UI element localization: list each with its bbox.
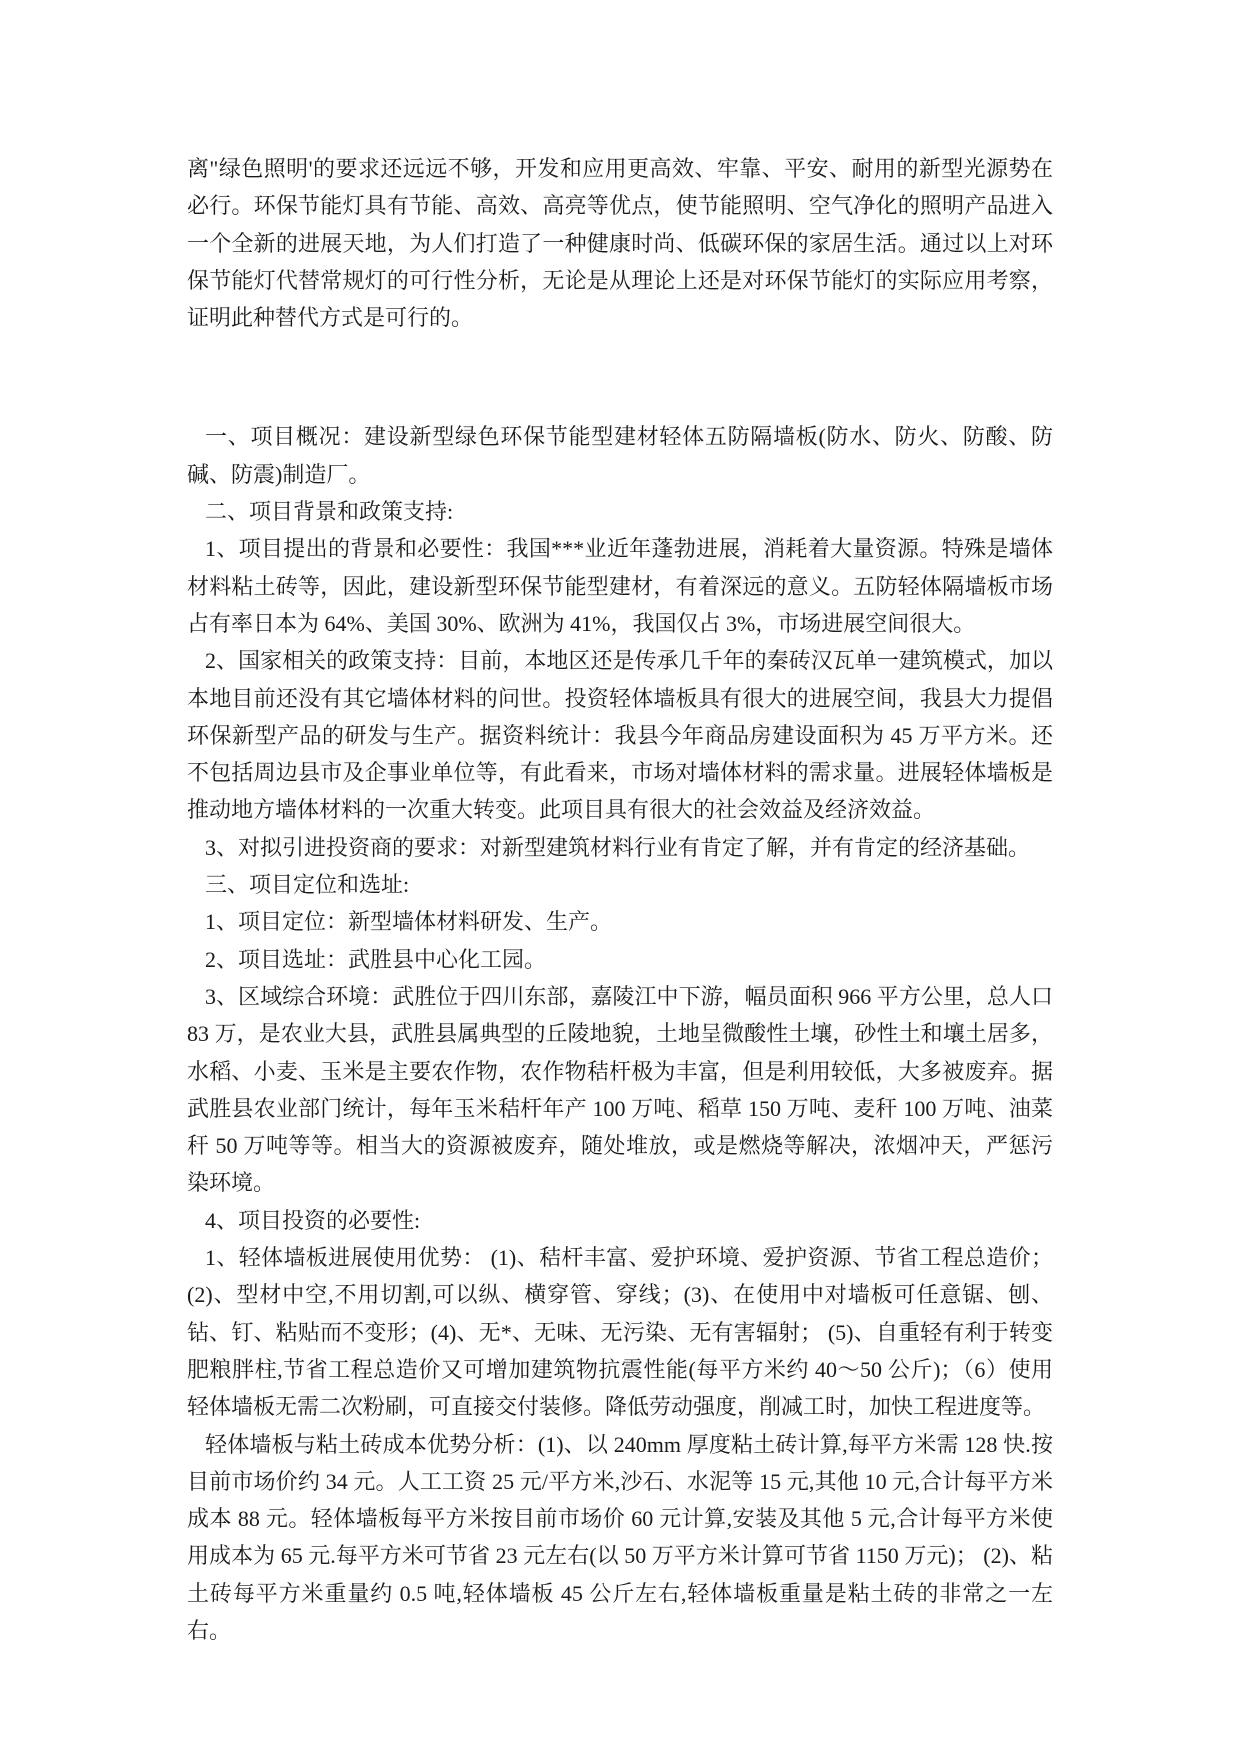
paragraph-section-2-heading: 二、项目背景和政策支持:	[205, 499, 454, 525]
paragraph-project-positioning: 1、项目定位：新型墙体材料研发、生产。	[205, 909, 613, 935]
paragraph-background-necessity: 1、项目提出的背景和必要性：我国***业近年蓬勃进展，消耗着大量资源。特殊是墙体材料粘土砖等，因此，建设新型环保节能型建材，有着深远的意义。五防轻体隔墙板市场占有率日本为 64%、美国 30%、欧洲为 41%，我国仅占 3%，市场进展空间很大。	[187, 536, 1053, 636]
paragraph-policy-support: 2、国家相关的政策支持：目前，本地区还是传承几千年的秦砖汉瓦单一建筑模式，加以本地目前还没有其它墙体材料的问世。投资轻体墙板具有很大的进展空间，我县大力提倡环保新型产品的研发与生产。据资料统计：我县今年商品房建设面积为 45 万平方米。还不包括周边县市及企事业单位等，有此看来，市场对墙体材料的需求量。进展轻体墙板是推动地方墙体材料的一次重大转变。此项目具有很大的社会效益及经济效益。	[187, 648, 1053, 823]
document-page	[187, 150, 1053, 1649]
paragraph-regional-environment: 3、区域综合环境：武胜位于四川东部，嘉陵江中下游，幅员面积 966 平方公里，总人口 83 万，是农业大县，武胜县属典型的丘陵地貌，土地呈微酸性土壤，砂性土和壤土居多，水稻、小麦、玉米是主要农作物，农作物秸杆极为丰富，但是利用较低，大多被废弃。据武胜县农业部门统计，每年玉米秸杆年产 100 万吨、稻草 150 万吨、麦秆 100 万吨、油菜秆 50 万吨等等。相当大的资源被废弃，随处堆放，或是燃烧等解决，浓烟冲天，严惩污染环境。	[187, 983, 1053, 1196]
blank-space	[187, 336, 1053, 418]
paragraph-section-1-overview: 一、项目概况：建设新型绿色环保节能型建材轻体五防隔墙板(防水、防火、防酸、防碱、防震)制造厂。	[187, 424, 1053, 487]
paragraph-investor-requirements: 3、对拟引进投资商的要求：对新型建筑材料行业有肯定了解，并有肯定的经济基础。	[205, 834, 1031, 860]
paragraph-intro-conclusion: 离"绿色照明'的要求还远远不够，开发和应用更高效、牢靠、平安、耐用的新型光源势在必行。环保节能灯具有节能、高效、高亮等优点，使节能照明、空气净化的照明产品进入一个全新的进展天地，为人们打造了一种健康时尚、低碳环保的家居生活。通过以上对环保节能灯代替常规灯的可行性分析，无论是从理论上还是对环保节能灯的实际应用考察，证明此种替代方式是可行的。	[187, 156, 1053, 331]
paragraph-wallboard-advantages: 1、轻体墙板进展使用优势： (1)、秸杆丰富、爱护环境、爱护资源、节省工程总造价；(2)、型材中空,不用切割,可以纵、横穿管、穿线；(3)、在使用中对墙板可任意锯、刨、钻、钉、粘贴而不变形；(4)、无*、无味、无污染、无有害辐射； (5)、自重轻有利于转变肥粮胖柱,节省工程总造价又可增加建筑物抗震性能(每平方米约 40～50 公斤)；（6）使用轻体墙板无需二次粉刷，可直接交付装修。降低劳动强度，削减工时，加快工程进度等。	[187, 1245, 1053, 1420]
paragraph-cost-analysis: 轻体墙板与粘土砖成本优势分析：(1)、以 240mm 厚度粘土砖计算,每平方米需 128 快.按目前市场价约 34 元。人工工资 25 元/平方米,沙石、水泥等 15 元,其他 10 元,合计每平方米成本 88 元。轻体墙板每平方米按目前市场价 60 元计算,安装及其他 5 元,合计每平方米使用成本为 65 元.每平方米可节省 23 元左右(以 50 万平方米计算可节省 1150 万元)； (2)、粘土砖每平方米重量约 0.5 吨,轻体墙板 45 公斤左右,轻体墙板重量是粘土砖的非常之一左右。	[187, 1431, 1053, 1643]
paragraph-section-3-heading: 三、项目定位和选址:	[205, 872, 410, 898]
paragraph-project-site: 2、项目选址：武胜县中心化工园。	[205, 946, 547, 972]
paragraph-investment-necessity-heading: 4、项目投资的必要性:	[205, 1207, 421, 1233]
